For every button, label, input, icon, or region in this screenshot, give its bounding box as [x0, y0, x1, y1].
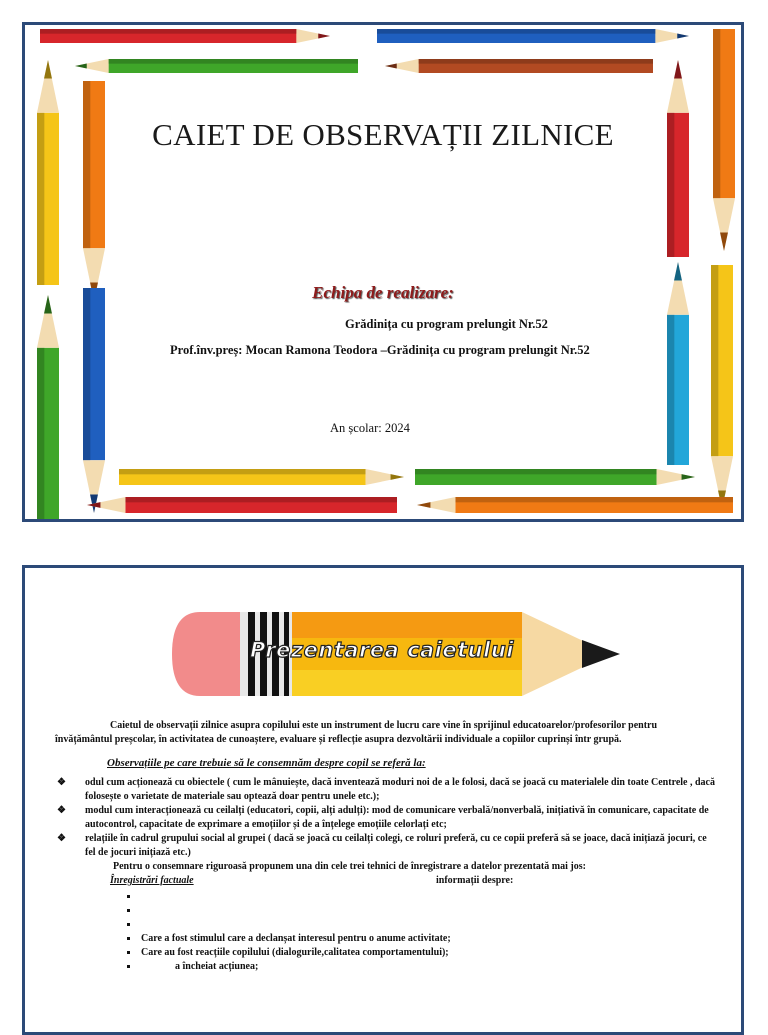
list-item	[127, 918, 715, 932]
pencil-icon	[415, 469, 695, 485]
pencil-icon	[667, 60, 689, 257]
banner-title: Prezentarea caietului	[250, 638, 514, 662]
list-item	[127, 904, 715, 918]
pencil-icon	[37, 60, 59, 285]
pencil-icon	[87, 497, 397, 513]
pencil-frame	[25, 25, 741, 519]
pencil-icon	[385, 59, 653, 73]
list-item: ❖ modul cum interacționează cu ceilalți (educatori, copii, alți adulți): mod de comunicare verbală/nonverbală, inițiativă în comunicare, capacitate de autocontrol, capacitate de exprimare a emoțiilor și de a înțelege emoțiile celorlați etc;	[57, 805, 709, 830]
pencil-icon	[83, 288, 105, 513]
diamond-bullet-icon: ❖	[57, 805, 66, 816]
cover-title: CAIET DE OBSERVAȚII ZILNICE	[152, 117, 614, 152]
factual-row	[110, 874, 715, 888]
pencil-banner	[170, 608, 620, 700]
author-line: Prof.înv.preș: Mocan Ramona Teodora –Grădinița cu program prelungit Nr.52	[170, 343, 590, 357]
diamond-bullet-icon: ❖	[57, 777, 66, 788]
technique-sentence: Pentru o consemnare riguroasă propunem una din cele trei tehnici de înregistrare a datelor prezentată mai jos:	[113, 861, 586, 872]
factual-label: Înregistrări factuale	[110, 875, 194, 886]
cover-page	[22, 22, 744, 522]
pencil-icon	[83, 81, 105, 301]
diamond-bullet-icon: ❖	[57, 833, 66, 844]
school-name: Grădinița cu program prelungit Nr.52	[345, 317, 548, 331]
list-item: Care a fost stimulul care a declanșat interesul pentru o anume activitate;	[127, 932, 715, 946]
list-item: ❖ odul cum acționează cu obiectele ( cum le mânuiește, dacă inventează moduri noi de a le folosi, dacă se joacă cu materialele din toate Centrele , dacă folosește o varietate de materiale sau optează doar pentru unele etc.);	[57, 777, 715, 802]
intro-paragraph: Caietul de observații zilnice asupra copilului este un instrument de lucru care vine în sprijinul educatoarelor/profesorilor pentru învățământul preșcolar, în activitatea de cunoaștere, evaluare și reflecție asupra dezvoltării individuale a copiilor cuprinși într grupă.	[55, 720, 658, 745]
info-label: informații despre:	[436, 875, 514, 886]
factual-list	[55, 890, 715, 974]
pencil-icon	[119, 469, 404, 485]
list-item	[127, 890, 715, 904]
school-year: An școlar: 2024	[330, 421, 410, 435]
list-item: ❖ relațiile în cadrul grupului social al grupei ( dacă se joacă cu ceilalți colegi, ce roluri preferă, cu ce copii preferă să se joace, dacă inițiază jocuri, ce fel de jocuri inițiază etc.)	[57, 833, 707, 858]
pencil-icon	[417, 497, 733, 513]
list-item: Care au fost reacțiile copilului (dialogurile,calitatea comportamentului);	[127, 946, 715, 960]
team-heading: Echipa de realizare:	[312, 283, 454, 302]
pencil-icon	[37, 295, 59, 519]
pencil-icon	[40, 29, 330, 43]
presentation-text	[55, 719, 715, 974]
pencil-icon	[377, 29, 689, 43]
list-item: a încheiat acțiunea;	[127, 960, 715, 974]
pencil-icon	[75, 59, 358, 73]
presentation-page	[22, 565, 744, 1035]
observations-heading: Observațiile pe care trebuie să le consemnăm despre copil se referă la:	[107, 757, 426, 769]
observation-list	[55, 776, 715, 860]
